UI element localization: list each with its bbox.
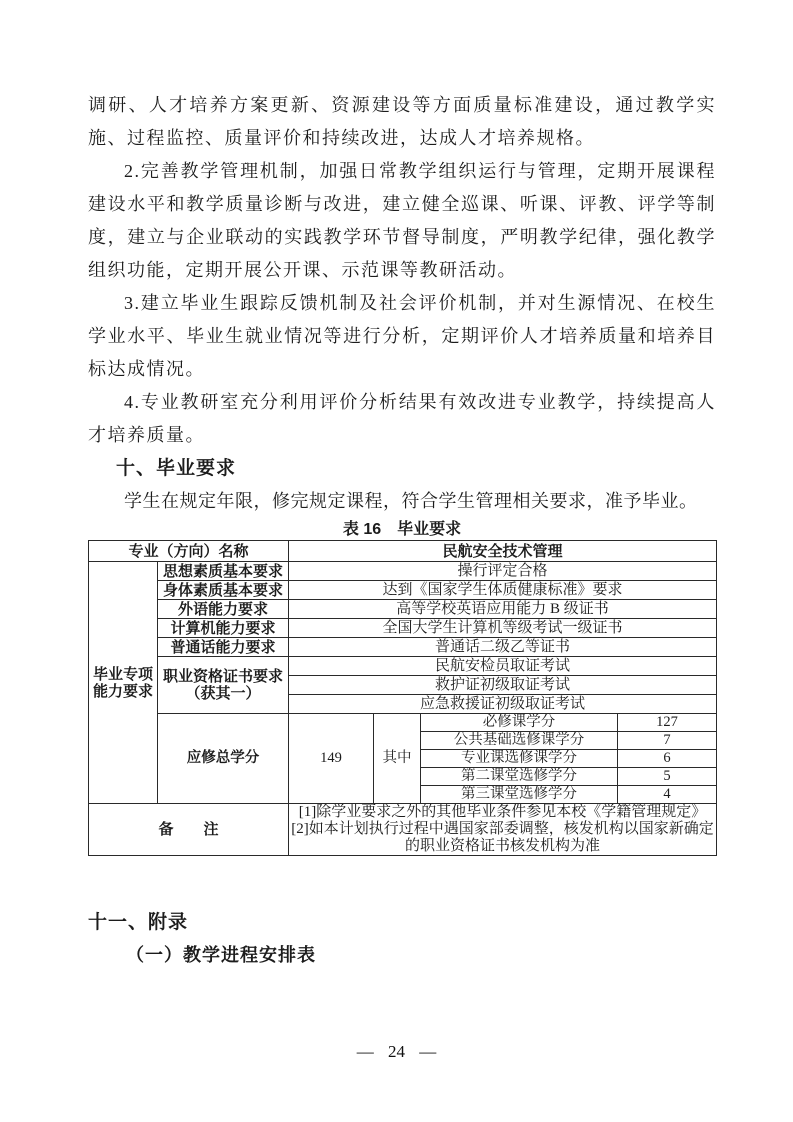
special-ability-line2: 能力要求 — [92, 682, 153, 700]
cell-remark-label: 备 注 — [89, 804, 289, 856]
section-heading-graduation-requirements: 十、毕业要求 — [116, 458, 237, 479]
table-row-header — [89, 541, 717, 562]
cell-requirement-value: 普通话二级乙等证书 — [289, 638, 717, 657]
paragraph-item-2: 2.完善教学管理机制，加强日常教学组织运行与管理，定期开展课程建设水平和教学质量诊断与改进，建立健全巡课、听课、评教、评学等制度，建立与企业联动的实践教学环节督导制度，严明教学纪律，强化教学组织功能，定期开展公开课、示范课等教研活动。 — [88, 161, 716, 280]
remark-note-1: [1]除学业要求之外的其他毕业条件参见本校《学籍管理规定》 — [298, 804, 707, 820]
paragraph-item-4: 4.专业教研室充分利用评价分析结果有效改进专业教学，持续提高人才培养质量。 — [88, 392, 716, 445]
cell-remark-notes — [289, 804, 717, 856]
cell-credit-item-name: 第二课堂选修学分 — [421, 768, 618, 786]
cell-total-credits-label: 应修总学分 — [158, 714, 289, 804]
cell-credit-item-name: 必修课学分 — [421, 714, 618, 732]
page-content — [88, 89, 716, 972]
table-row — [89, 619, 717, 638]
certificate-label-line2: （获其一） — [185, 685, 261, 702]
table-row — [89, 562, 717, 581]
cell-requirement-value: 操行评定合格 — [289, 562, 717, 581]
section-heading-teaching-schedule: （一）教学进程安排表 — [126, 945, 316, 965]
table-row-credit — [89, 714, 717, 732]
graduation-requirements-table — [88, 540, 717, 856]
cell-total-credits-value: 149 — [289, 714, 374, 804]
cell-credit-item-name: 第三课堂选修学分 — [421, 786, 618, 804]
table-row-certificate — [89, 657, 717, 676]
paragraph-graduation-statement: 学生在规定年限，修完规定课程，符合学生管理相关要求，准予毕业。 — [124, 491, 698, 511]
table-caption: 表 16 毕业要求 — [342, 521, 462, 538]
cell-requirement-value: 高等学校英语应用能力 B 级证书 — [289, 600, 717, 619]
cell-requirement-label: 思想素质基本要求 — [158, 562, 289, 581]
cell-certificate-option: 救护证初级取证考试 — [289, 676, 717, 695]
table-row — [89, 600, 717, 619]
certificate-label-line1: 职业资格证书要求 — [163, 668, 284, 685]
cell-requirement-label: 计算机能力要求 — [158, 619, 289, 638]
cell-major-name-value: 民航安全技术管理 — [289, 541, 717, 562]
cell-certificate-label — [158, 657, 289, 714]
paragraph-continuation: 调研、人才培养方案更新、资源建设等方面质量标准建设，通过教学实施、过程监控、质量评价和持续改进，达成人才培养规格。 — [88, 95, 716, 148]
cell-credit-item-value: 127 — [618, 714, 717, 732]
remark-note-2: [2]如本计划执行过程中遇国家部委调整，核发机构以国家新确定的职业资格证书核发机构为准 — [291, 821, 714, 854]
table-row — [89, 638, 717, 657]
cell-credit-item-value: 6 — [618, 750, 717, 768]
cell-certificate-option: 民航安检员取证考试 — [289, 657, 717, 676]
table-row — [89, 581, 717, 600]
cell-special-ability-group — [89, 562, 158, 804]
cell-among-label: 其中 — [374, 714, 421, 804]
section-heading-appendix: 十一、附录 — [88, 912, 189, 933]
special-ability-line1: 毕业专项 — [92, 665, 153, 683]
cell-certificate-option: 应急救援证初级取证考试 — [289, 695, 717, 714]
cell-requirement-label: 外语能力要求 — [158, 600, 289, 619]
paragraph-item-3: 3.建立毕业生跟踪反馈机制及社会评价机制，并对生源情况、在校生学业水平、毕业生就业情况等进行分析，定期评价人才培养质量和培养目标达成情况。 — [88, 293, 716, 379]
cell-requirement-label: 普通话能力要求 — [158, 638, 289, 657]
cell-requirement-value: 全国大学生计算机等级考试一级证书 — [289, 619, 717, 638]
table-row-remark — [89, 804, 717, 856]
cell-credit-item-name: 公共基础选修课学分 — [421, 732, 618, 750]
page-number: — 24 — — [356, 1042, 437, 1061]
cell-credit-item-name: 专业课选修课学分 — [421, 750, 618, 768]
cell-credit-item-value: 5 — [618, 768, 717, 786]
cell-requirement-label: 身体素质基本要求 — [158, 581, 289, 600]
cell-credit-item-value: 7 — [618, 732, 717, 750]
cell-major-name-label: 专业（方向）名称 — [89, 541, 289, 562]
cell-requirement-value: 达到《国家学生体质健康标准》要求 — [289, 581, 717, 600]
cell-credit-item-value: 4 — [618, 786, 717, 804]
